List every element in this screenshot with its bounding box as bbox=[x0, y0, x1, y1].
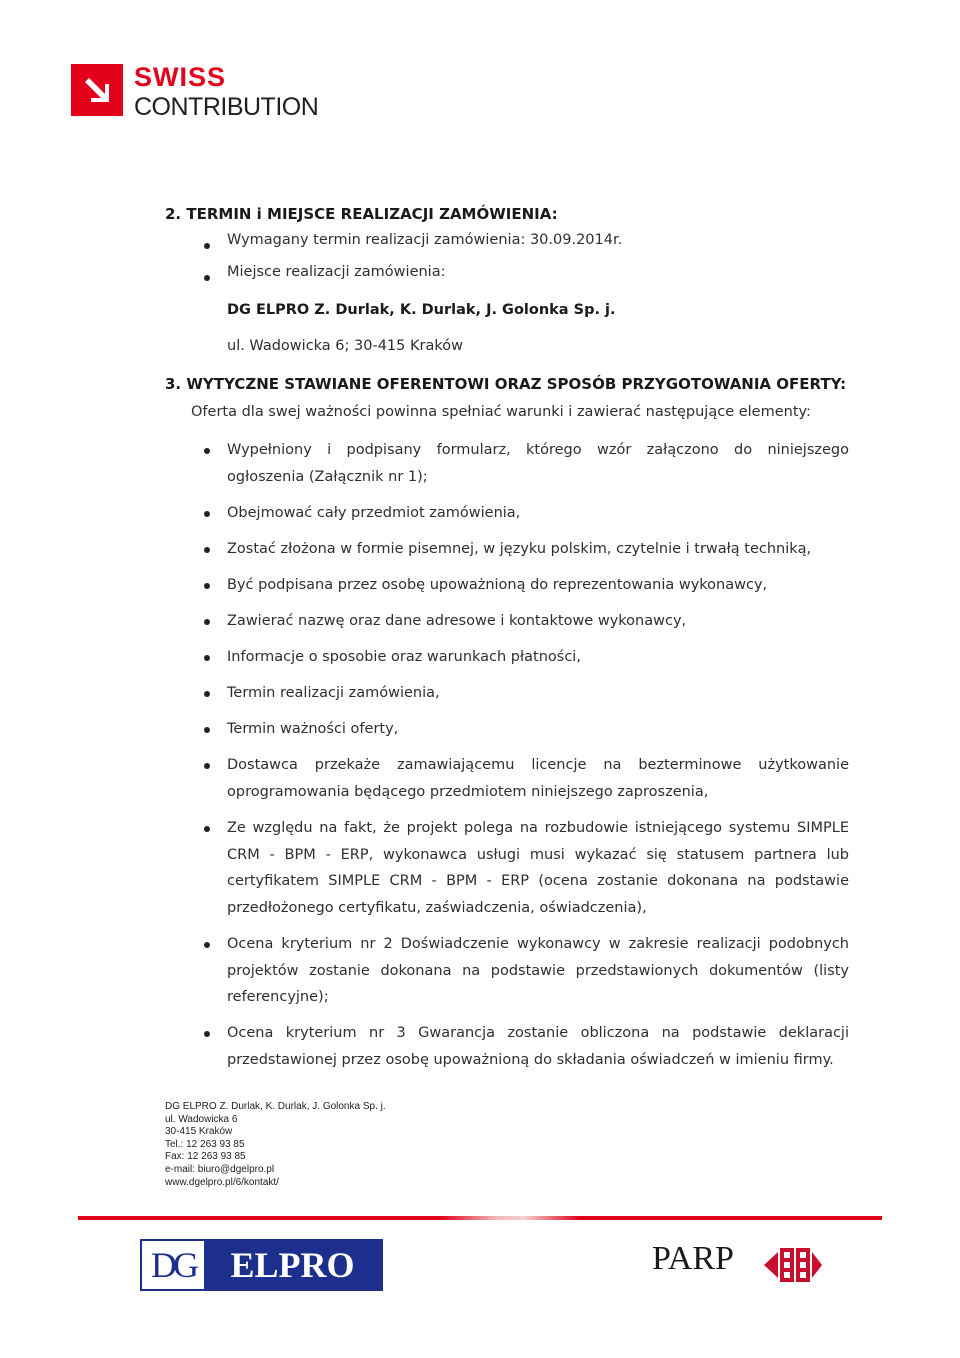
parp-emblem-icon bbox=[762, 1240, 824, 1290]
footer-line: e-mail: biuro@dgelpro.pl bbox=[165, 1163, 275, 1175]
bullet bbox=[204, 243, 210, 249]
footer-line: ul. Wadowicka 6 bbox=[165, 1113, 238, 1125]
list-item bbox=[227, 680, 849, 707]
logo-text-contribution: CONTRIBUTION bbox=[134, 93, 319, 121]
bullet bbox=[204, 727, 210, 733]
list-item-line: Ocena kryterium nr 3 Gwarancja zostanie obliczona na podstawie deklaracji bbox=[227, 1025, 849, 1041]
bullet bbox=[204, 448, 210, 454]
list-item bbox=[227, 500, 849, 527]
list-item-line: Wypełniony i podpisany formularz, którego wzór załączono do niniejszego bbox=[227, 442, 849, 458]
bullet bbox=[204, 826, 210, 832]
bullet bbox=[204, 547, 210, 553]
list-item-line: CRM - BPM - ERP, wykonawca usługi musi wykazać się statusem partnera lub bbox=[227, 846, 849, 863]
list-item-line: przedłożonego certyfikatu, zaświadczenia, oświadczenia), bbox=[227, 899, 647, 916]
bullet bbox=[204, 619, 210, 625]
list-item-line: certyfikatem SIMPLE CRM - BPM - ERP (ocena zostanie dokonana na podstawie bbox=[227, 873, 849, 889]
footer-line: DG ELPRO Z. Durlak, K. Durlak, J. Golonka Sp. j. bbox=[165, 1101, 386, 1112]
list-item-line: przedstawionej przez osobę upoważnioną do składania oświadczeń w imieniu firmy. bbox=[227, 1051, 834, 1068]
list-item-line: Ze względu na fakt, że projekt polega na rozbudowie istniejącego systemu SIMPLE bbox=[227, 820, 849, 836]
footer-line: Fax: 12 263 93 85 bbox=[165, 1151, 246, 1163]
list-item bbox=[227, 716, 849, 743]
list-item-line: Obejmować cały przedmiot zamówienia, bbox=[227, 505, 521, 521]
dg-logo-letters: DG bbox=[142, 1241, 204, 1289]
list-item bbox=[227, 752, 849, 805]
list-item bbox=[227, 815, 849, 921]
arrow-down-right-icon bbox=[83, 76, 111, 104]
list-item bbox=[227, 536, 849, 563]
parp-logo-text: PARP bbox=[652, 1240, 734, 1277]
company-name: DG ELPRO Z. Durlak, K. Durlak, J. Golonka Sp. j. bbox=[227, 302, 616, 318]
logo-text-swiss: SWISS bbox=[134, 62, 227, 92]
list-item-line: ogłoszenia (Załącznik nr 1); bbox=[227, 468, 428, 485]
list-item-line: Ocena kryterium nr 2 Doświadczenie wykonawcy w zakresie realizacji podobnych bbox=[227, 936, 849, 952]
list-item-line: oprogramowania będącego przedmiotem niniejszego zaproszenia, bbox=[227, 783, 709, 800]
list-item-line: referencyjne); bbox=[227, 989, 329, 1005]
bullet bbox=[204, 942, 210, 948]
company-address: ul. Wadowicka 6; 30-415 Kraków bbox=[227, 338, 463, 354]
section-3-heading: 3. WYTYCZNE STAWIANE OFERENTOWI ORAZ SPOSÓB PRZYGOTOWANIA OFERTY: bbox=[165, 375, 847, 393]
footer-divider-fade bbox=[440, 1216, 580, 1220]
elpro-logo-text: ELPRO bbox=[204, 1241, 381, 1289]
list-item bbox=[227, 572, 849, 599]
list-item bbox=[227, 608, 849, 635]
footer-line: 30-415 Kraków bbox=[165, 1126, 233, 1138]
footer-address bbox=[165, 1101, 386, 1189]
list-item bbox=[227, 644, 849, 671]
bullet bbox=[204, 763, 210, 769]
list-item: Miejsce realizacji zamówienia: bbox=[227, 264, 446, 280]
list-item-line: Informacje o sposobie oraz warunkach płatności, bbox=[227, 649, 581, 665]
list-item bbox=[227, 931, 849, 1011]
section-2-heading: 2. TERMIN i MIEJSCE REALIZACJI ZAMÓWIENIA: bbox=[165, 205, 558, 223]
bullet bbox=[204, 1031, 210, 1037]
list-item-line: Termin realizacji zamówienia, bbox=[227, 685, 440, 701]
list-item: Wymagany termin realizacji zamówienia: 30.09.2014r. bbox=[227, 232, 623, 248]
bullet bbox=[204, 691, 210, 697]
list-item-line: Dostawca przekaże zamawiającemu licencje na bezterminowe użytkowanie bbox=[227, 757, 849, 773]
list-item-line: Zostać złożona w formie pisemnej, w języku polskim, czytelnie i trwałą techniką, bbox=[227, 541, 812, 557]
swiss-contribution-logo-mark bbox=[71, 64, 123, 116]
dg-elpro-logo bbox=[140, 1239, 383, 1291]
footer-line: Tel.: 12 263 93 85 bbox=[165, 1138, 245, 1150]
list-item-line: Być podpisana przez osobę upoważnioną do reprezentowania wykonawcy, bbox=[227, 577, 768, 593]
list-item bbox=[227, 1020, 849, 1073]
section-3-intro: Oferta dla swej ważności powinna spełniać warunki i zawierać następujące elementy: bbox=[191, 404, 811, 420]
list-item bbox=[227, 437, 849, 490]
list-item-line: Zawierać nazwę oraz dane adresowe i kontaktowe wykonawcy, bbox=[227, 613, 687, 629]
footer-line: www.dgelpro.pl/6/kontakt/ bbox=[165, 1176, 279, 1188]
bullet bbox=[204, 655, 210, 661]
bullet bbox=[204, 275, 210, 281]
bullet bbox=[204, 511, 210, 517]
list-item-line: projektów zostanie dokonana na podstawie przedstawionych dokumentów (listy bbox=[227, 962, 849, 979]
bullet bbox=[204, 583, 210, 589]
list-item-line: Termin ważności oferty, bbox=[227, 721, 399, 737]
